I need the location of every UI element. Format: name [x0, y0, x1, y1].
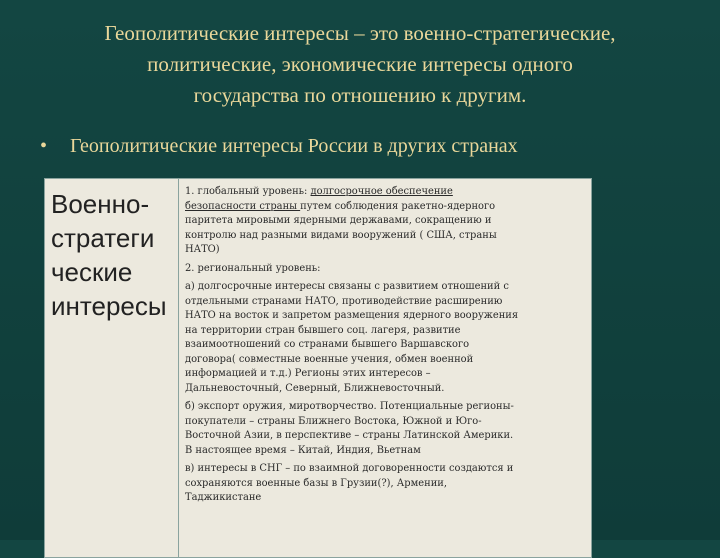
slide-title — [20, 18, 700, 111]
underlined-fragment: безопасности страны — [185, 200, 301, 212]
text-line: сохраняются военные базы в Грузии(?), Армении, — [185, 477, 448, 489]
text-line — [185, 200, 589, 215]
text-line: а) долгосрочные интересы связаны с развитием отношений с — [185, 281, 509, 292]
left-heading-line: интересы — [51, 291, 167, 321]
text-line: НАТО) — [185, 244, 220, 255]
title-line-3: государства по отношению к другим. — [193, 83, 527, 107]
left-heading — [51, 187, 177, 323]
bullet-text: Геополитические интересы России в других странах — [70, 135, 518, 157]
text-fragment: путем соблюдения ракетно-ядерного — [300, 200, 496, 212]
text-line: Дальневосточный, Северный, Ближневосточный. — [185, 382, 445, 394]
text-line: Таджикистане — [185, 492, 262, 503]
right-body — [185, 185, 589, 506]
text-line: б) экспорт оружия, миротворчество. Потенциальные регионы- — [185, 401, 514, 412]
text-line: в) интересы в СНГ – по взаимной договоренности создаются и — [185, 463, 514, 474]
bullet-marker: • — [40, 135, 48, 157]
text-line: В настоящее время – Китай, Индия, Вьетнам — [185, 444, 421, 456]
text-line: на территории стран бывшего соц. лагеря, развитие — [185, 324, 461, 336]
left-heading-line: стратеги — [51, 223, 155, 253]
table-right-cell — [179, 179, 591, 557]
text-line: 2. региональный уровень: — [185, 262, 321, 274]
bullet-item — [40, 133, 700, 159]
left-heading-line: Военно- — [51, 189, 150, 219]
underlined-fragment: долгосрочное обеспечение — [310, 186, 453, 197]
content-table — [44, 178, 592, 558]
title-line-2: политические, экономические интересы одного — [147, 52, 573, 76]
text-line: договора( совместные военные учения, обмен военной — [185, 353, 474, 365]
text-line: контролю над разными видами вооружений ( США, страны — [185, 229, 497, 241]
text-line: информацией и т.д.) Регионы этих интересов – — [185, 368, 431, 379]
text-line: НАТО на восток и запретом размещения ядерного вооружения — [185, 310, 519, 321]
left-heading-line: ческие — [51, 257, 133, 287]
table-left-cell — [45, 179, 179, 557]
text-line: отдельными странами НАТО, противодействие расширению — [185, 295, 503, 307]
text-line: паритета мировыми ядерными державами, сокращению и — [185, 215, 492, 226]
text-line: Восточной Азии, в перспективе – страны Латинской Америки. — [185, 430, 514, 441]
text-line: взаимоотношений со странами бывшего Варшавского — [185, 339, 470, 350]
title-line-1: Геополитические интересы – это военно-стратегические, — [104, 21, 616, 45]
text-line: покупатели – страны Ближнего Востока, Южной и Юго- — [185, 415, 482, 427]
text-fragment: 1. глобальный уровень: — [185, 186, 311, 197]
text-line — [185, 185, 589, 200]
